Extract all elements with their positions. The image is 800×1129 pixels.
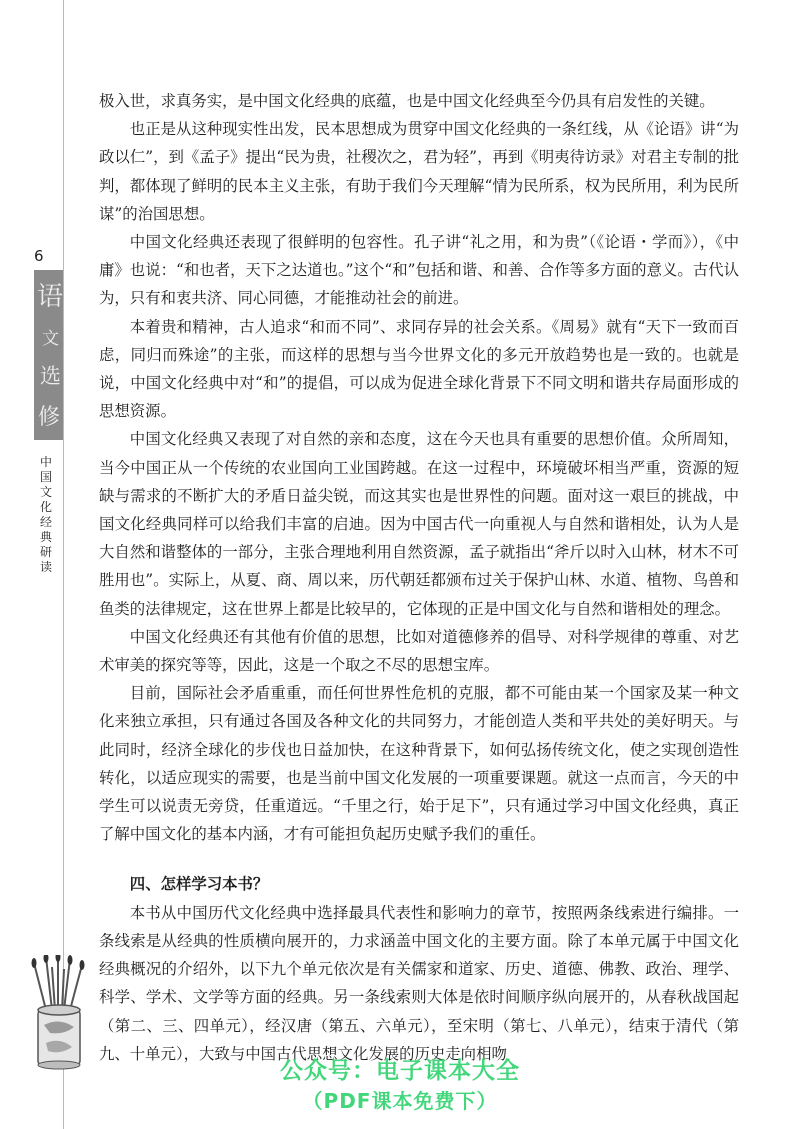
watermark-line-1: 公众号：电子课本大全 [280,1058,520,1084]
series-char-3: 选 [40,364,61,388]
watermark-line-2: （PDF课本免费下） [302,1089,498,1113]
paragraph: 中国文化经典还表现了很鲜明的包容性。孔子讲“礼之用，和为贵”（《论语・学而》），《中庸》也说：“和也者，天下之达道也。”这个“和”包括和谐、和善、合作等多方面的意义。古代认为，只有和衷共济、同心同德，才能推动社会的前进。 [99,233,739,308]
paragraph: 中国文化经典又表现了对自然的亲和态度，这在今天也具有重要的思想价值。众所周知，当今中国正从一个传统的农业国向工业国跨越。在这一过程中，环境破坏相当严重，资源的短缺与需求的不断扩大的矛盾日益尖锐，而这其实也是世界性的问题。面对这一艰巨的挑战，中国文化经典同样可以给我们丰富的启迪。因为中国古代一向重视人与自然和谐相处，认为人是大自然和谐整体的一部分，主张合理地利用自然资源，孟子就指出“斧斤以时入山林，材木不可胜用也”。实际上，从夏、商、周以来，历代朝廷都颁布过关于保护山林、水道、植物、鸟兽和鱼类的法律规定，这在世界上都是比较早的，它体现的正是中国文化与自然和谐相处的理念。 [99,430,739,618]
paragraph: 本着贵和精神，古人追求“和而不同”、求同存异的社会关系。《周易》就有“天下一致而百虑，同归而殊途”的主张，而这样的思想与当今世界文化的多元开放趋势也是一致的。也就是说，中国文化经典中对“和”的提倡，可以成为促进全球化背景下不同文明和谐共存局面形成的思想资源。 [99,317,739,421]
paragraph: 本书从中国历代文化经典中选择最具代表性和影响力的章节，按照两条线索进行编排。一条线索是从经典的性质横向展开的，力求涵盖中国文化的主要方面。除了本单元属于中国文化经典概况的介绍外，以下九个单元依次是有关儒家和道家、历史、道德、佛教、政治、理学、科学、学术、文学等方面的经典。另一条线索则大体是依时间顺序纵向展开的，从春秋战国起（第二、三、四单元），经汉唐（第五、六单元），至宋明（第七、八单元），结束于清代（第九、十单元），大致与中国古代思想文化发展的历史走向相吻 [99,903,739,1063]
series-char-4: 修 [38,405,61,430]
book-title-vertical: 中国文化经典研读 [40,455,53,574]
series-char-1: 语 [37,282,64,312]
series-char-2: 文 [42,329,59,349]
paragraph: 中国文化经典还有其他有价值的思想，比如对道德修养的倡导、对科学规律的尊重、对艺术审美的探究等等，因此，这是一个取之不尽的思想宝库。 [99,627,739,675]
series-title-band [34,270,63,440]
paragraph: 极入世，求真务实，是中国文化经典的底蕴，也是中国文化经典至今仍具有启发性的关键。 [99,92,715,110]
page-body [99,87,739,1068]
paragraph: 也正是从这种现实性出发，民本思想成为贯穿中国文化经典的一条红线，从《论语》讲“为政以仁”，到《孟子》提出“民为贵，社稷次之，君为轻”，再到《明夷待访录》对君主专制的批判，都体现了鲜明的民本主义主张，有助于我们今天理解“情为民所系，权为民所用，利为民所谋”的治国思想。 [99,120,739,223]
page-number: 6 [34,247,44,265]
paragraph: 目前，国际社会矛盾重重，而任何世界性危机的克服，都不可能由某一个国家及某一种文化来独立承担，只有通过各国及各种文化的共同努力，才能创造人类和平共处的美好明天。与此同时，经济全球化的步伐也日益加快，在这种背景下，如何弘扬传统文化，使之实现创造性转化，以适应现实的需要，也是当前中国文化发展的一项重要课题。就这一点而言，今天的中学生可以说责无旁贷，任重道远。“千里之行，始于足下”，只有通过学习中国文化经典，真正了解中国文化的基本内涵，才有可能担负起历史赋予我们的重任。 [99,684,739,844]
section-heading: 四、怎样学习本书？ [129,875,269,894]
